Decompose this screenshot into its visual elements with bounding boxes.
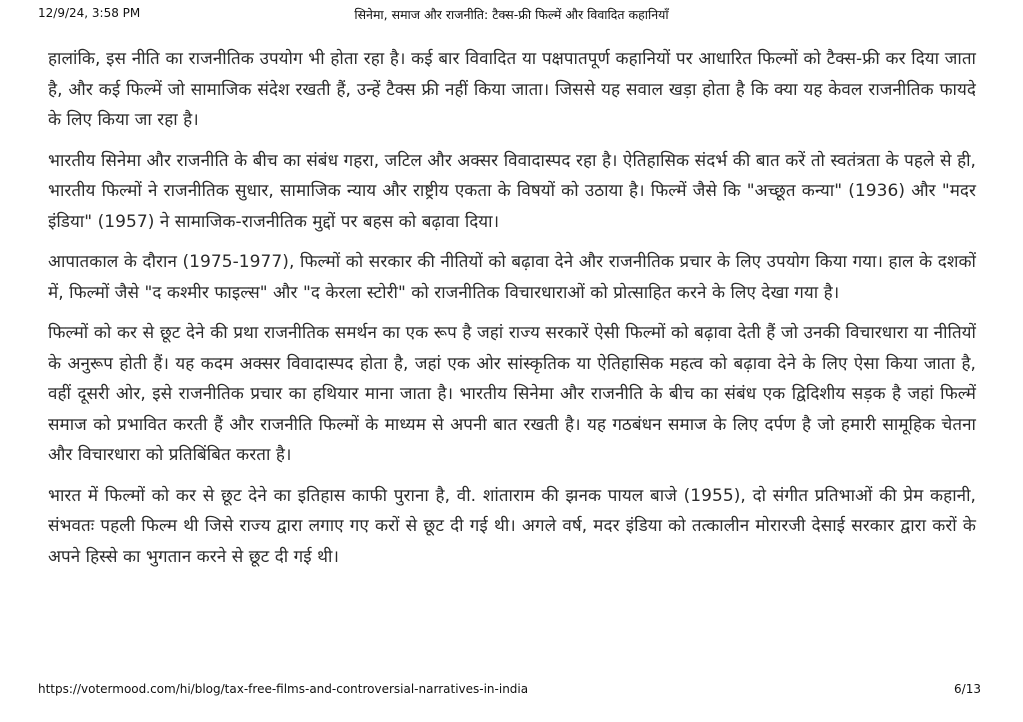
print-footer — [0, 682, 1023, 698]
page-number: 6/13 — [954, 682, 981, 696]
paragraph: आपातकाल के दौरान (1975-1977), फिल्मों को सरकार की नीतियों को बढ़ावा देने और राजनीतिक प्रचार के लिए उपयोग किया गया। हाल के दशकों में, फिल्मों जैसे "द कश्मीर फाइल्स" और "द केरला स्टोरी" को राजनीतिक विचारधाराओं को प्रोत्साहित करने के लिए देखा गया है। — [48, 252, 976, 303]
paragraph: भारत में फिल्मों को कर से छूट देने का इतिहास काफी पुराना है, वी. शांताराम की झनक पायल बाजे (1955), दो संगीत प्रतिभाओं की प्रेम कहानी, संभवतः पहली फिल्म थी जिसे राज्य द्वारा लगाए गए करों से छूट दी गई थी। अगले वर्ष, मदर इंडिया को तत्कालीन मोरारजी देसाई सरकार द्वारा करों के अपने हिस्से का भुगतान करने से छूट दी गई थी। — [48, 485, 976, 567]
paragraph: हालांकि, इस नीति का राजनीतिक उपयोग भी होता रहा है। कई बार विवादित या पक्षपातपूर्ण कहानियों पर आधारित फिल्मों को टैक्स-फ्री कर दिया जाता है, और कई फिल्में जो सामाजिक संदेश रखती हैं, उन्हें टैक्स फ्री नहीं किया जाता। जिससे यह सवाल खड़ा होता है कि क्या यह केवल राजनीतिक फायदे के लिए किया जा रहा है। — [48, 49, 976, 130]
page-title: सिनेमा, समाज और राजनीति: टैक्स-फ्री फिल्में और विवादित कहानियाँ — [354, 7, 669, 22]
paragraph: फिल्मों को कर से छूट देने की प्रथा राजनीतिक समर्थन का एक रूप है जहां राज्य सरकारें ऐसी फिल्मों को बढ़ावा देती हैं जो उनकी विचारधारा या नीतियों के अनुरूप होती हैं। यह कदम अक्सर विवादास्पद होता है, जहां एक ओर सांस्कृतिक या ऐतिहासिक महत्व को बढ़ावा देने के लिए ऐसा किया जाता है, वहीं दूसरी ओर, इसे राजनीतिक प्रचार का हथियार माना जाता है। भारतीय सिनेमा और राजनीति के बीच का संबंध एक द्विदिशीय सड़क है जहां फिल्में समाज को प्रभावित करती हैं और राजनीति फिल्मों के माध्यम से अपनी बात रखती है। यह गठबंधन समाज के लिए दर्पण है जो हमारी सामूहिक चेतना और विचारधारा को प्रतिबिंबित करता है। — [48, 323, 976, 465]
page-url: https://votermood.com/hi/blog/tax-free-films-and-controversial-narratives-in-india — [38, 682, 529, 696]
print-header — [0, 6, 1023, 28]
print-datetime: 12/9/24, 3:58 PM — [38, 6, 141, 20]
paragraph: भारतीय सिनेमा और राजनीति के बीच का संबंध गहरा, जटिल और अक्सर विवादास्पद रहा है। ऐतिहासिक संदर्भ की बात करें तो स्वतंत्रता के पहले से ही, भारतीय फिल्मों ने राजनीतिक सुधार, सामाजिक न्याय और राष्ट्रीय एकता के विषयों को उठाया है। फिल्में जैसे कि "अच्छूत कन्या" (1936) और "मदर इंडिया" (1957) ने सामाजिक-राजनीतिक मुद्दों पर बहस को बढ़ावा दिया। — [48, 150, 976, 232]
article-body — [48, 44, 976, 582]
